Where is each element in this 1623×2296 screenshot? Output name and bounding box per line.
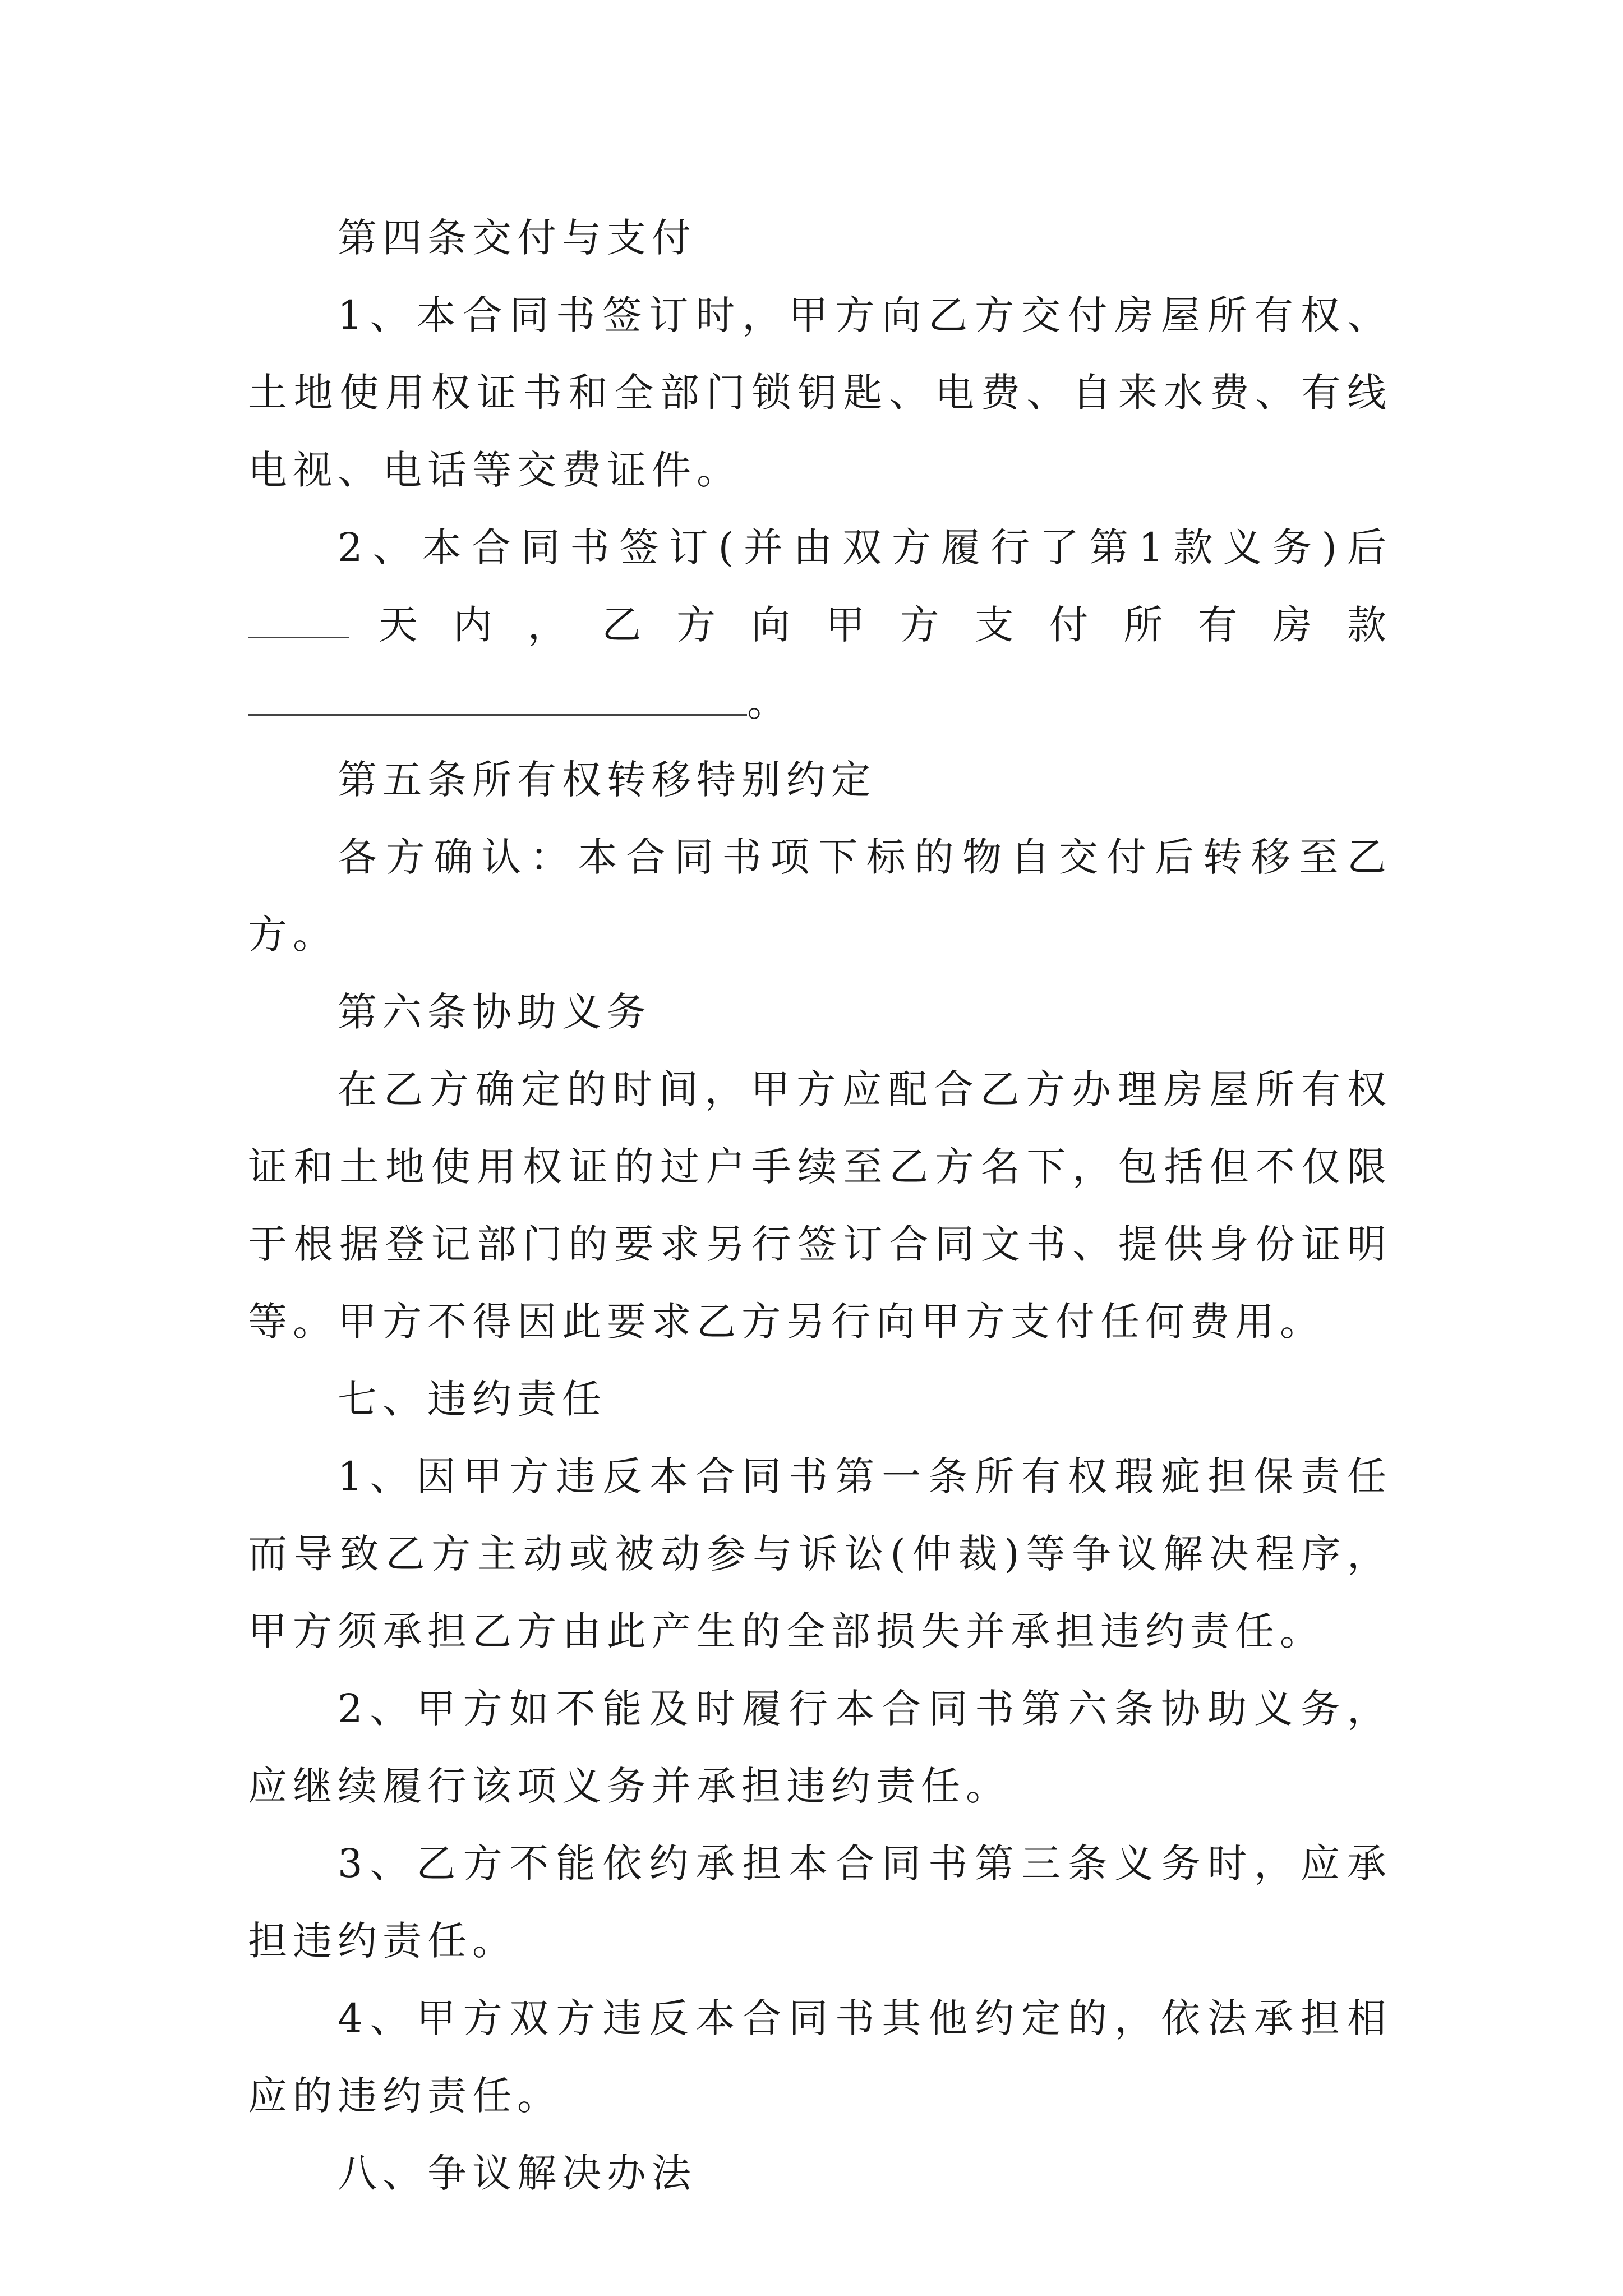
clause-delivery-documents: 1、本合同书签订时，甲方向乙方交付房屋所有权、土地使用权证书和全部门锁钥匙、电费、自来水费、有线电视、电话等交费证件。 <box>248 292 1392 493</box>
clause-liability-4: 4、甲方双方违反本合同书其他约定的，依法承担相应的违约责任。 <box>248 1995 1392 2119</box>
section-heading-assistance: 第六条协助义务 <box>338 989 652 1035</box>
clause-payment-text-3: 。 <box>747 679 792 725</box>
section-heading-delivery-payment: 第四条交付与支付 <box>338 215 697 261</box>
clause-payment-text-1: 2、本合同书签订(并由双方履行了第1款义务)后 <box>338 524 1392 570</box>
clause-assistance: 在乙方确定的时间，甲方应配合乙方办理房屋所有权证和土地使用权证的过户手续至乙方名下，包括但不仅限于根据登记部门的要求另行签订合同文书、提供身份证明等。甲方不得因此要求乙方另行向甲方支付任何费用。 <box>248 1066 1392 1345</box>
section-heading-liability: 七、违约责任 <box>338 1376 607 1422</box>
days-blank-field <box>248 602 349 638</box>
document-body <box>248 199 1392 2212</box>
clause-liability-1: 1、因甲方违反本合同书第一条所有权瑕疵担保责任而导致乙方主动或被动参与诉讼(仲裁)等争议解决程序，甲方须承担乙方由此产生的全部损失并承担违约责任。 <box>248 1453 1392 1654</box>
section-heading-dispute-resolution: 八、争议解决办法 <box>338 2150 697 2196</box>
clause-liability-2: 2、甲方如不能及时履行本合同书第六条协助义务，应继续履行该项义务并承担违约责任。 <box>248 1686 1392 1809</box>
amount-blank-field <box>248 679 747 716</box>
clause-payment-text-2: 天内，乙方向甲方支付所有房款 <box>349 602 1392 648</box>
clause-ownership-transfer: 各方确认：本合同书项下标的物自交付后转移至乙方。 <box>248 834 1392 958</box>
clause-payment <box>248 509 1392 741</box>
section-heading-ownership-transfer: 第五条所有权转移特别约定 <box>338 757 876 803</box>
clause-liability-3: 3、乙方不能依约承担本合同书第三条义务时，应承担违约责任。 <box>248 1841 1392 1964</box>
